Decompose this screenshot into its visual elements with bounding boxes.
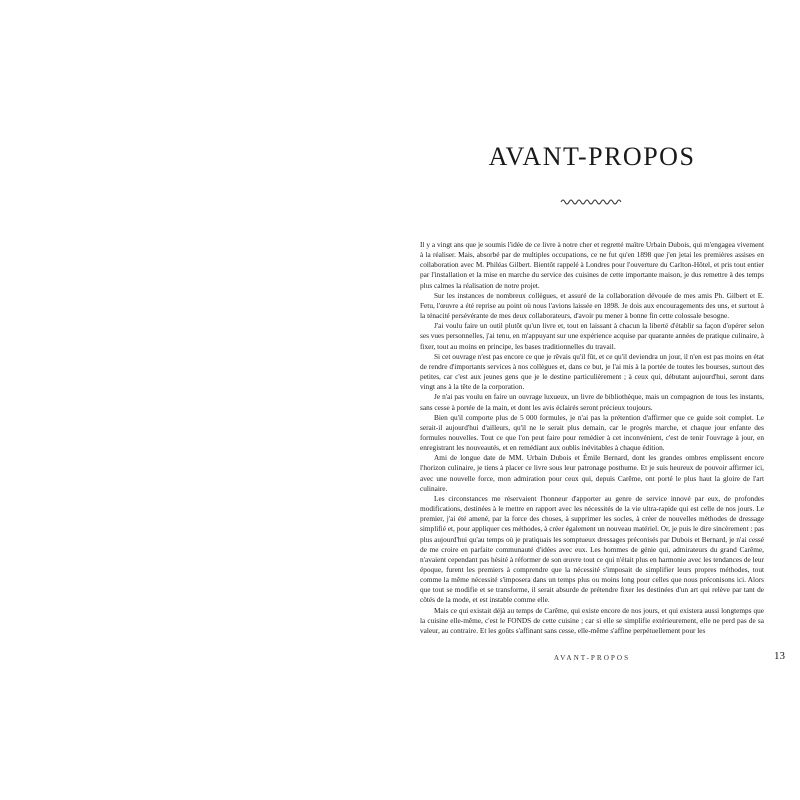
paragraph: Il y a vingt ans que je soumis l'idée de ce livre à notre cher et regretté maître Urbain Dubois, qui m'engagea vivement à la réaliser. Mais, absorbé par de multiples occupations, ce ne fut qu'en 1898 que j'en jetai les premières assises en collaboration avec M. Philéas Gilbert. Bientôt rappelé à Londres pour l'ouverture du Carlton-Hôtel, et pris tout entier par l'installation et la mise en marche du service des cuisines de cette importante maison, je dus remettre à des temps plus calmes la réalisation de notre projet. <box>420 240 764 290</box>
paragraph: Ami de longue date de MM. Urbain Dubois et Émile Bernard, dont les grandes ombres emplissent encore l'horizon culinaire, je tiens à placer ce livre sous leur patronage posthume. Et je suis heureux de pouvoir affirmer ici, avec une nouvelle force, mon admiration pour ceux qui, depuis Carême, ont porté le plus haut la gloire de l'art culinaire. <box>420 453 764 493</box>
page-title: AVANT-PROPOS <box>488 142 696 171</box>
paragraph: J'ai voulu faire un outil plutôt qu'un livre et, tout en laissant à chacun la liberté d'établir sa façon d'opérer selon ses vues personnelles, j'ai tenu, en m'appuyant sur une expérience acquise par quarante années de pratique culinaire, à fixer, tout au moins en principe, les bases traditionnelles du travail. <box>420 321 764 351</box>
paragraph: Je n'ai pas voulu en faire un ouvrage luxueux, un livre de bibliothèque, mais un compagnon de tous les instants, sans cesse à portée de la main, et dont les avis éclairés seront précieux toujours. <box>420 392 764 412</box>
wave-ornament-icon <box>560 196 624 206</box>
page-number: 13 <box>774 650 785 662</box>
paragraph: Les circonstances me réservaient l'honneur d'apporter au genre de service innové par eux, de profondes modifications, destinées à le mettre en rapport avec les nécessités de la vie ultra-rapide qui est celle de nos jours. Le premier, j'ai été amené, par la force des choses, à supprimer les socles, à créer de nouvelles méthodes de dressage simplifié et, pour appliquer ces méthodes, à créer également un nouveau matériel. Or, je puis le dire sincèrement : pas plus aujourd'hui qu'au temps où je pratiquais les somptueux dressages préconisés par Dubois et Bernard, je n'ai cessé de me croire en parfaite communauté d'idées avec eux. Les hommes de génie qui, admirateurs du grand Carême, n'avaient cependant pas hésité à réformer de son œuvre tout ce qui n'était plus en harmonie avec les tendances de leur époque, furent les premiers à comprendre que la nécessité s'imposait de simplifier leurs propres méthodes, tout comme la même nécessité s'imposera dans un temps plus ou moins long pour celles que nous préconisons ici. Alors que tout se modifie et se transforme, il serait absurde de prétendre fixer les destinées d'un art qui relève par tant de côtés de la mode, et est instable comme elle. <box>420 493 764 605</box>
body-text <box>420 240 764 636</box>
paragraph: Bien qu'il comporte plus de 5 000 formules, je n'ai pas la prétention d'affirmer que ce guide soit complet. Le serait-il aujourd'hui d'ailleurs, qu'il ne le serait plus demain, car le progrès marche, et chaque jour enfante des formules nouvelles. Tout ce que l'on peut faire pour remédier à cet inconvénient, c'est de tenir l'ouvrage à jour, en enregistrant les nouveautés, et en remédiant aux oublis inévitables à chaque édition. <box>420 412 764 453</box>
paragraph: Mais ce qui existait déjà au temps de Carême, qui existe encore de nos jours, et qui existera aussi longtemps que la cuisine elle-même, c'est le FONDS de cette cuisine ; car si elle se simplifie extérieurement, elle ne perd pas de sa valeur, au contraire. Et les goûts s'affinant sans cesse, elle-même s'affine perpétuellement pour les <box>420 605 764 635</box>
running-footer: AVANT-PROPOS <box>553 654 631 662</box>
paragraph: Sur les instances de nombreux collègues, et assuré de la collaboration dévouée de mes amis Ph. Gilbert et E. Fetu, l'œuvre a été reprise au point où nous l'avions laissée en 1898. Je dois aux encouragements des uns, et surtout à la ténacité persévérante de mes deux collaborateurs, d'avoir pu mener à bonne fin cette colossale besogne. <box>420 290 764 321</box>
paragraph: Si cet ouvrage n'est pas encore ce que je rêvais qu'il fût, et ce qu'il deviendra un jour, il n'en est pas moins en état de rendre d'importants services à nos collègues et, dans ce but, je l'ai mis à la portée de toutes les bourses, surtout des petites, car c'est aux jeunes gens que je le destine particulièrement ; à ceux qui, débutant aujourd'hui, seront dans vingt ans à la tête de la corporation. <box>420 351 764 392</box>
